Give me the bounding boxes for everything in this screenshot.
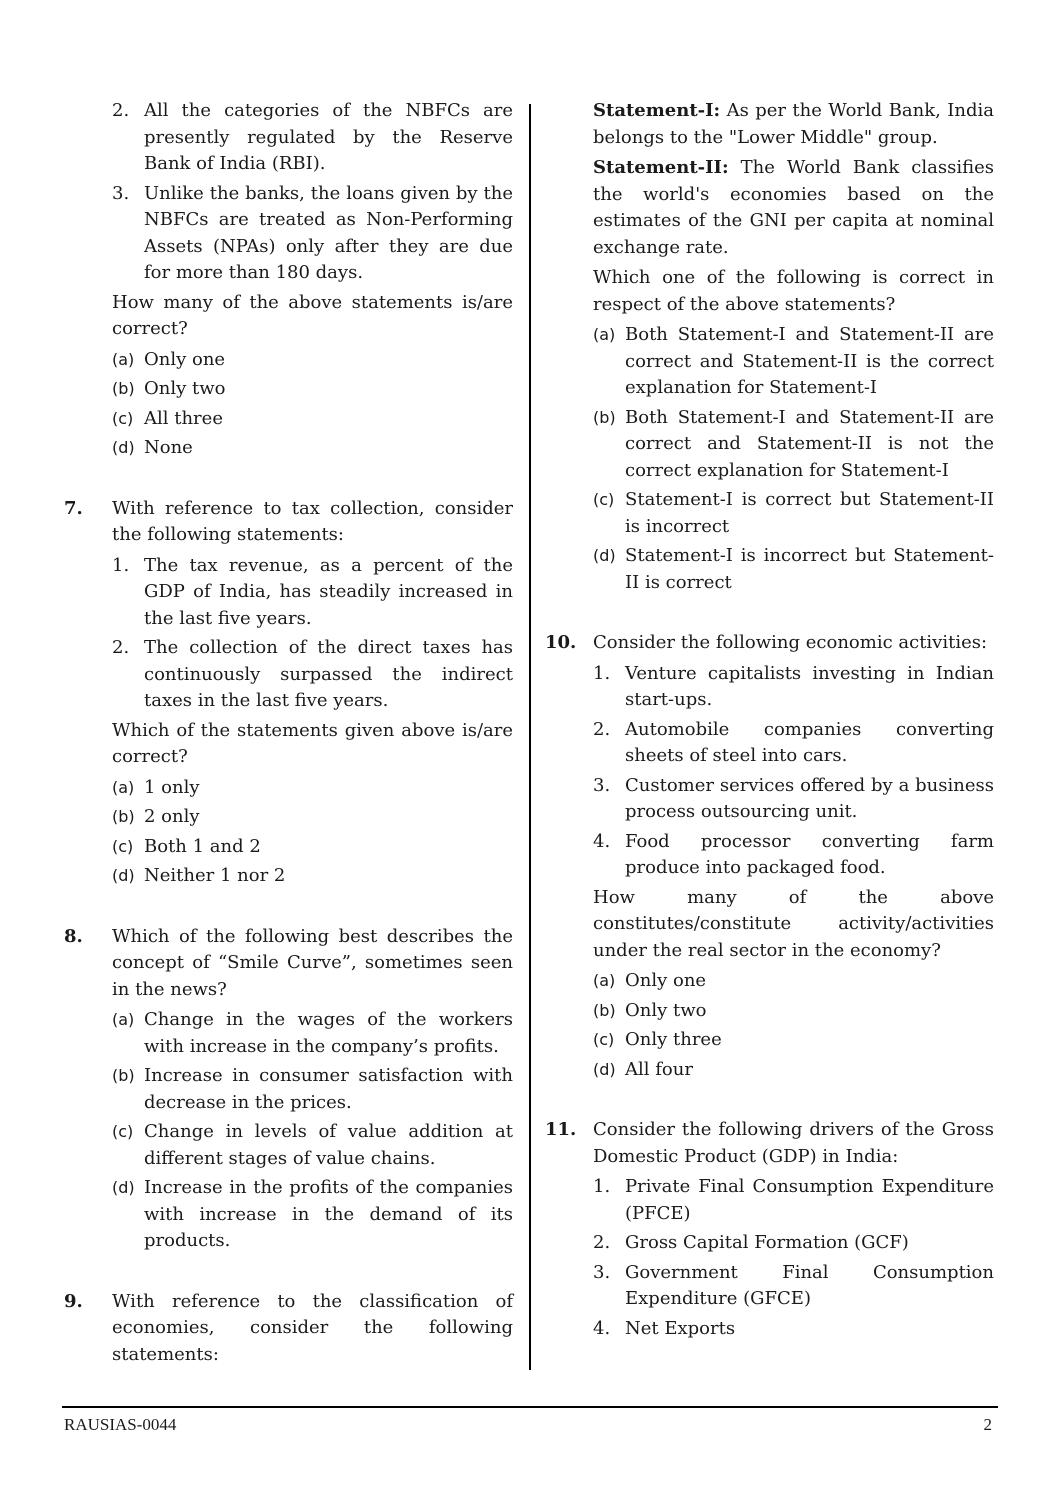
statement-item — [593, 773, 994, 826]
option-text: Statement-I is incorrect but Statement-II is correct — [625, 545, 994, 593]
option-label: (c) — [112, 836, 134, 856]
option-text: Statement-I is correct but Statement-II is incorrect — [625, 489, 994, 537]
option-label: (d) — [112, 1178, 135, 1197]
option-label: (b) — [112, 379, 135, 398]
option-c — [112, 1119, 513, 1172]
option-label: (b) — [593, 407, 616, 427]
question-stem: Which of the following best describes the concept of “Smile Curve”, sometimes seen in the news? — [112, 925, 513, 1000]
statement-text: Automobile companies converting sheets of steel into cars. — [625, 718, 994, 766]
left-column — [64, 98, 513, 1402]
option-text: Only two — [144, 378, 226, 399]
statement-text: Private Final Consumption Expenditure (PFCE) — [625, 1176, 994, 1224]
question-prompt: How many of the above constitutes/constitute activity/activities under the real sector in the economy? — [593, 886, 994, 961]
question-8 — [64, 924, 513, 1255]
option-label: (b) — [112, 1066, 135, 1085]
option-c — [593, 1027, 994, 1054]
statement-number: 1. — [593, 1176, 611, 1197]
option-a — [112, 1007, 513, 1060]
question-stem: Consider the following drivers of the Gross Domestic Product (GDP) in India: — [593, 1119, 994, 1167]
question-number: 9. — [64, 1290, 83, 1312]
question-stem: Consider the following economic activities: — [593, 632, 988, 653]
question-prompt: Which one of the following is correct in respect of the above statements? — [593, 267, 994, 315]
option-b — [593, 405, 994, 485]
question-number: 10. — [545, 632, 577, 653]
statement-text: Venture capitalists investing in Indian start-ups. — [625, 662, 994, 710]
option-text: Only one — [144, 348, 226, 370]
option-label: (d) — [112, 866, 135, 885]
right-column — [545, 98, 994, 1376]
statement-item — [593, 661, 994, 714]
option-label: (a) — [593, 971, 616, 990]
statement-item — [593, 1316, 994, 1343]
statement-item — [112, 181, 513, 287]
statement-number: 4. — [593, 830, 611, 852]
statement-number: 2. — [112, 637, 130, 658]
option-label: (d) — [593, 546, 616, 565]
question-prompt: How many of the above statements is/are correct? — [112, 291, 513, 339]
option-d — [112, 435, 513, 462]
statement-number: 3. — [593, 1261, 611, 1283]
option-c — [112, 834, 513, 861]
option-label: (a) — [593, 325, 616, 344]
statement-item — [112, 635, 513, 715]
statement-item — [593, 1230, 994, 1257]
question-number: 11. — [545, 1119, 577, 1140]
option-label: (c) — [593, 490, 615, 509]
option-text: Both 1 and 2 — [144, 835, 261, 857]
option-c — [112, 406, 513, 433]
statement-list — [112, 553, 513, 715]
option-a — [112, 347, 513, 374]
option-text: Change in the wages of the workers with increase in the company’s profits. — [144, 1009, 513, 1057]
option-label: (a) — [112, 1010, 135, 1029]
statement-list — [112, 98, 513, 287]
statement-text: All the categories of the NBFCs are presently regulated by the Reserve Bank of India (RBI). — [144, 100, 513, 174]
option-d — [593, 1057, 994, 1084]
statement-text: The collection of the direct taxes has continuously surpassed the indirect taxes in the last five years. — [144, 637, 513, 711]
option-list — [112, 347, 513, 462]
footer-rule — [62, 1406, 998, 1408]
statement-1-text: As per the World Bank, India belongs to the "Lower Middle" group. — [593, 100, 994, 148]
statement-1 — [593, 98, 994, 151]
statement-list — [593, 1174, 994, 1342]
statement-number: 2. — [593, 718, 611, 740]
question-stem: With reference to the classification of economies, consider the following statements: — [112, 1290, 513, 1365]
option-text: Change in levels of value addition at different stages of value chains. — [144, 1121, 513, 1169]
statement-2 — [593, 155, 994, 261]
option-label: (d) — [112, 438, 135, 457]
option-text: Both Statement-I and Statement-II are correct and Statement-II is not the correct explanation for Statement-I — [625, 406, 994, 481]
option-a — [593, 968, 994, 995]
statement-number: 3. — [112, 182, 130, 204]
option-label: (d) — [593, 1059, 616, 1079]
statement-number: 1. — [593, 662, 611, 684]
statement-text: Food processor converting farm produce into packaged food. — [625, 830, 994, 878]
statement-item — [593, 829, 994, 882]
question-prompt: Which of the statements given above is/are correct? — [112, 719, 513, 767]
option-text: Increase in consumer satisfaction with decrease in the prices. — [144, 1065, 513, 1113]
option-b — [112, 1063, 513, 1116]
statement-text: Customer services offered by a business process outsourcing unit. — [625, 774, 994, 822]
option-d — [593, 543, 994, 596]
statement-text: Gross Capital Formation (GCF) — [625, 1232, 909, 1253]
option-text: Only two — [625, 999, 707, 1021]
option-text: All four — [625, 1058, 693, 1080]
statement-item — [112, 98, 513, 178]
option-list — [593, 322, 994, 596]
question-number: 8. — [64, 925, 83, 947]
option-label: (c) — [593, 1030, 615, 1049]
statement-list — [593, 661, 994, 882]
option-label: (a) — [112, 349, 135, 369]
option-list — [593, 968, 994, 1083]
question-10 — [545, 630, 994, 1083]
option-b — [593, 998, 994, 1025]
statement-number: 4. — [593, 1317, 611, 1339]
option-text: Both Statement-I and Statement-II are correct and Statement-II is the correct explanation for Statement-I — [625, 324, 994, 398]
option-text: All three — [144, 407, 223, 429]
footer-code: RAUSIAS-0044 — [64, 1415, 177, 1434]
question-7 — [64, 496, 513, 890]
question-9-continued — [545, 98, 994, 596]
option-label: (c) — [112, 408, 134, 428]
option-a — [593, 322, 994, 402]
option-c — [593, 487, 994, 540]
statement-2-label: Statement-II: — [593, 157, 729, 178]
option-label: (a) — [112, 777, 135, 797]
statement-item — [593, 1260, 994, 1313]
statement-2-text: The World Bank classifies the world's economies based on the estimates of the GNI per capita at nominal exchange rate. — [593, 157, 994, 258]
statement-item — [593, 1174, 994, 1227]
option-label: (c) — [112, 1122, 134, 1141]
option-list — [112, 775, 513, 890]
statement-text: Net Exports — [625, 1317, 736, 1339]
option-text: Only one — [625, 970, 707, 991]
option-b — [112, 804, 513, 831]
statement-number: 3. — [593, 774, 611, 796]
question-number: 7. — [64, 497, 83, 519]
option-text: Neither 1 nor 2 — [144, 865, 286, 886]
page-number: 2 — [983, 1415, 992, 1434]
option-a — [112, 775, 513, 802]
option-d — [112, 863, 513, 890]
option-b — [112, 376, 513, 403]
question-stem: With reference to tax collection, consider the following statements: — [112, 497, 513, 545]
statement-text: The tax revenue, as a percent of the GDP of India, has steadily increased in the last five years. — [144, 554, 513, 629]
statement-1-label: Statement-I: — [593, 100, 721, 121]
statement-text: Government Final Consumption Expenditure (GFCE) — [625, 1261, 994, 1309]
question-6-continued — [64, 98, 513, 462]
option-text: 2 only — [144, 806, 200, 827]
option-text: None — [144, 437, 193, 458]
option-text: 1 only — [144, 776, 200, 798]
option-label: (b) — [593, 1000, 616, 1020]
option-d — [112, 1175, 513, 1255]
question-11 — [545, 1117, 994, 1342]
statement-number: 1. — [112, 554, 130, 576]
question-9 — [64, 1289, 513, 1369]
statement-text: Unlike the banks, the loans given by the NBFCs are treated as Non-Performing Assets (NPAs) only after they are due for more than 180 days. — [144, 182, 513, 283]
statement-item — [112, 553, 513, 633]
option-text: Only three — [625, 1029, 722, 1050]
option-label: (b) — [112, 807, 135, 826]
statement-number: 2. — [112, 100, 130, 121]
statement-number: 2. — [593, 1232, 611, 1253]
statement-item — [593, 717, 994, 770]
column-divider — [529, 104, 531, 1370]
option-list — [112, 1007, 513, 1255]
option-text: Increase in the profits of the companies with increase in the demand of its products. — [144, 1177, 513, 1251]
